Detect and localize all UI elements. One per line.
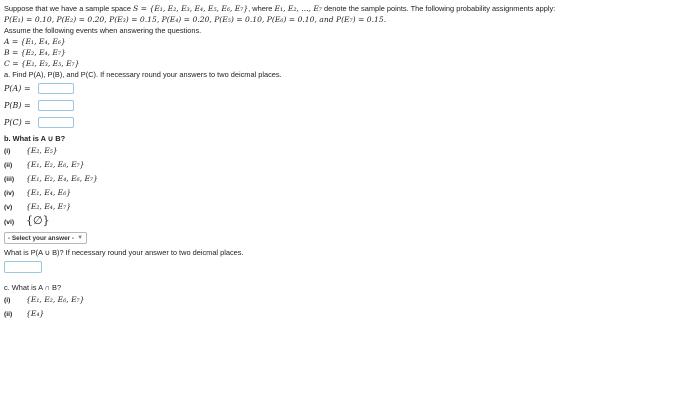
option-numeral: (ii) — [4, 311, 13, 318]
option-numeral: (v) — [4, 204, 13, 211]
part-a-question: a. Find P(A), P(B), and P(C). If necessary round your answers to two deicmal places. — [4, 70, 282, 79]
sample-space: S = {E₁, E₂, E₃, E₄, E₅, E₆, E₇} — [133, 4, 249, 13]
option-set: {E₂, E₄, E₇} — [26, 202, 72, 211]
union-option-3 — [4, 172, 696, 186]
intro-line-1 — [4, 3, 696, 14]
option-numeral: (iv) — [4, 190, 15, 197]
intersection-option-1 — [4, 293, 696, 307]
answer-row-pab — [4, 258, 696, 276]
option-numeral: (i) — [4, 148, 11, 155]
option-numeral: (i) — [4, 297, 11, 304]
pab-input[interactable] — [4, 261, 42, 273]
union-option-6 — [4, 214, 696, 228]
intersection-option-2 — [4, 307, 696, 321]
option-set: {∅} — [26, 214, 50, 227]
option-set: {E₁, E₄, E₆} — [26, 188, 72, 197]
option-numeral: (iii) — [4, 176, 15, 183]
option-set: {E₁, E₂, E₆, E₇} — [26, 160, 85, 169]
union-probability-question: What is P(A ∪ B)? If necessary round your answer to two deicmal places. — [4, 248, 244, 257]
intro-text: Suppose that we have a sample space — [4, 4, 131, 13]
option-set: {E₂, E₅} — [26, 146, 58, 155]
pb-label: P(B) = — [4, 101, 31, 110]
event-b: B = {E₂, E₄, E₇} — [4, 48, 66, 57]
pc-label: P(C) = — [4, 118, 31, 127]
pc-input[interactable] — [38, 117, 74, 128]
assume-text: Assume the following events when answering the questions. — [4, 26, 202, 35]
option-set: {E₄} — [26, 309, 45, 318]
pb-input[interactable] — [38, 100, 74, 111]
chevron-down-icon: ▼ — [77, 235, 84, 241]
pa-label: P(A) = — [4, 84, 31, 93]
option-set: {E₁, E₂, E₄, E₆, E₇} — [26, 174, 98, 183]
answer-row-pc — [4, 114, 696, 131]
union-option-1 — [4, 144, 696, 158]
answer-select[interactable] — [4, 232, 87, 244]
answer-row-pa — [4, 80, 696, 97]
part-c-question: c. What is A ∩ B? — [4, 283, 62, 292]
union-option-5 — [4, 200, 696, 214]
probability-assignments: P(E₁) = 0.10, P(E₂) = 0.20, P(E₃) = 0.15, P(E₄) = 0.20, P(E₅) = 0.10, P(E₆) = 0.10, and P(E₇) = 0.15. — [4, 15, 387, 24]
union-option-4 — [4, 186, 696, 200]
select-label: - Select your answer - — [8, 234, 75, 242]
answer-row-pb — [4, 97, 696, 114]
intro-text-denote: denote the sample points. The following probability assignments apply: — [324, 4, 556, 13]
option-numeral: (vi) — [4, 219, 15, 226]
event-c: C = {E₂, E₃, E₅, E₇} — [4, 59, 80, 68]
event-a: A = {E₁, E₄, E₆} — [4, 37, 66, 46]
union-option-2 — [4, 158, 696, 172]
option-set: {E₁, E₂, E₆, E₇} — [26, 295, 85, 304]
sample-points: E₁, E₂, ..., E₇ — [274, 4, 322, 13]
part-b-question: b. What is A ∪ B? — [4, 134, 66, 143]
pa-input[interactable] — [38, 83, 74, 94]
intro-text-where: , where — [248, 4, 273, 13]
option-numeral: (ii) — [4, 162, 13, 169]
